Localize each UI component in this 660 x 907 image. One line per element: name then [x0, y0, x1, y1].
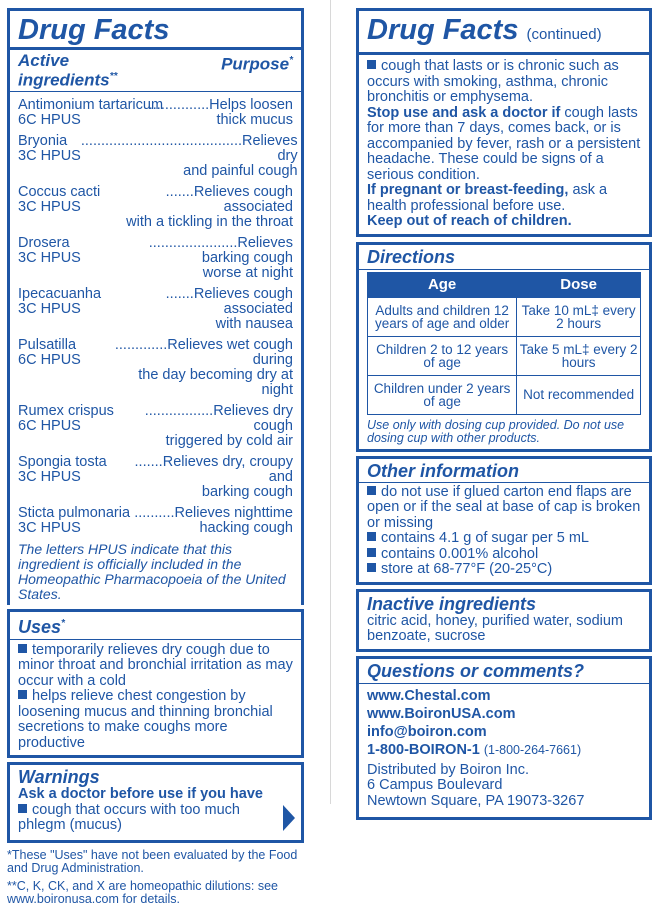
uses-item-text: helps relieve chest congestion by loosening mucus and thinning bronchial secretions to make coughs more productive — [18, 688, 273, 751]
drug-facts-title-continued: Drug Facts — [367, 14, 519, 46]
drug-facts-right-panel — [356, 8, 652, 820]
bullet-square-icon — [367, 486, 376, 495]
warnings-section — [7, 762, 304, 843]
bullet-square-icon — [367, 563, 376, 572]
stop-use-heading: Stop use and ask a doctor if — [367, 104, 561, 121]
ingredient-purpose: Relieves cough associated — [193, 285, 293, 317]
ingredient-name: Spongia tosta — [18, 453, 107, 470]
pregnancy-heading: If pregnant or breast-feeding, — [367, 182, 569, 198]
inactive-ingredients-text: citric acid, honey, purified water, sodium benzoate, sucrose — [367, 612, 624, 644]
title-rule — [359, 52, 649, 55]
warning-item — [18, 803, 293, 834]
bullet-square-icon — [367, 60, 376, 69]
ingredient-purpose: Relieves nighttime — [174, 504, 293, 521]
ingredient-purpose-line2: the day becoming dry at night — [138, 366, 293, 398]
uses-sup: * — [61, 617, 65, 629]
phone-letters: 1-800-BOIRON-1 — [367, 741, 480, 758]
ingredient-name: Coccus cacti — [18, 183, 101, 200]
leader-dots: ....... — [165, 285, 194, 302]
ingredients-header-word: ingredients — [18, 70, 110, 90]
warnings-continued-section — [356, 8, 652, 237]
questions-title: Questions or comments? — [367, 660, 585, 681]
purpose-header: Purpose — [221, 54, 290, 74]
drug-facts-title: Drug Facts — [18, 14, 170, 46]
bullet-square-icon — [18, 644, 27, 653]
directions-section — [356, 242, 652, 452]
distributor-line: Distributed by Boiron Inc. — [367, 761, 529, 778]
uses-section — [7, 609, 304, 759]
uses-rule — [10, 639, 301, 640]
other-info-text: store at 68-77°F (20-25°C) — [381, 561, 553, 577]
leader-dots: .......... — [134, 504, 175, 521]
website-link-boironusa[interactable]: www.BoironUSA.com — [367, 705, 516, 722]
cough-item — [367, 59, 641, 106]
dose-cell: Take 10 mL‡ every 2 hours — [517, 297, 641, 336]
age-cell: Children under 2 years of age — [368, 375, 517, 414]
table-row — [368, 375, 641, 414]
ingredient-name: Rumex crispus — [18, 402, 114, 419]
address-street: 6 Campus Boulevard — [367, 777, 503, 793]
leader-dots: ............... — [148, 96, 210, 113]
other-info-text: contains 0.001% alcohol — [381, 545, 539, 562]
header-rule — [10, 91, 301, 92]
phone-number: (1-800-264-7661) — [483, 742, 582, 757]
inactive-ingredients-section — [356, 589, 652, 652]
ingredient-purpose: Relieves dry cough — [213, 402, 293, 434]
inactive-ingredients-title: Inactive ingredients — [367, 593, 537, 614]
fold-line — [330, 0, 331, 804]
leader-dots: ....... — [165, 183, 194, 200]
ingredient-purpose-line2: triggered by cold air — [165, 432, 293, 449]
ingredient-name: Ipecacuanha — [18, 285, 102, 302]
questions-section — [356, 656, 652, 821]
directions-rule — [359, 269, 649, 270]
other-info-item — [367, 485, 641, 532]
keep-out-of-reach: Keep out of reach of children. — [367, 213, 572, 229]
ingredient-purpose: Relieves dry, croupy and — [162, 453, 293, 485]
continued-label: (continued) — [526, 26, 602, 43]
footnote-dilutions: **C, K, CK, and X are homeopathic dilutions: see www.boironusa.com for details. — [7, 878, 278, 907]
table-row — [368, 297, 641, 336]
phone-line — [367, 741, 641, 759]
ingredient-name: Bryonia — [18, 132, 68, 149]
bullet-square-icon — [18, 690, 27, 699]
ingredient-dilution: 6C HPUS — [18, 111, 81, 128]
age-cell: Children 2 to 12 years of age — [368, 336, 517, 375]
ingredient-purpose-line2: hacking cough — [199, 519, 293, 536]
ingredient-purpose-line2: worse at night — [202, 264, 293, 281]
ingredient-dilution: 3C HPUS — [18, 468, 81, 485]
hpus-note: The letters HPUS indicate that this ingredient is officially included in the Homeopathic Pharmacopoeia of the United States. — [18, 540, 286, 602]
ingredient-row — [18, 236, 293, 281]
leader-dots: ....... — [134, 453, 163, 470]
dose-cell: Not recommended — [517, 375, 641, 414]
uses-item-text: temporarily relieves dry cough due to minor throat and bronchial irritation as may occur with a cold — [18, 641, 293, 689]
other-information-title: Other information — [367, 460, 519, 481]
other-info-text: do not use if glued carton end flaps are open or if the seal at base of cap is broken or missing — [367, 483, 641, 531]
cough-item-text: cough that lasts or is chronic such as occurs with smoking, asthma, chronic bronchitis or emphysema. — [367, 58, 619, 105]
other-info-item — [367, 547, 641, 563]
other-information-rule — [359, 482, 649, 483]
other-information-section — [356, 456, 652, 585]
ingredient-row — [18, 287, 293, 332]
continue-arrow-icon — [283, 805, 295, 831]
drug-facts-left-panel — [7, 8, 304, 907]
ingredient-row — [18, 98, 293, 128]
dose-column-header: Dose — [517, 272, 641, 297]
ingredient-name: Sticta pulmonaria — [18, 504, 131, 521]
active-header: Active — [18, 51, 70, 70]
ingredient-purpose-line2: with nausea — [215, 315, 293, 332]
ingredient-row — [18, 132, 298, 179]
ingredient-purpose-line2: thick mucus — [216, 111, 293, 128]
ingredient-purpose: Relieves cough associated — [193, 183, 293, 215]
leader-dots: ........................................ — [80, 132, 243, 149]
ingredient-dilution: 6C HPUS — [18, 417, 81, 434]
other-info-item — [367, 531, 641, 547]
ingredient-dilution: 6C HPUS — [18, 351, 81, 368]
bullet-square-icon — [367, 532, 376, 541]
age-column-header: Age — [368, 272, 517, 297]
ingredient-name: Drosera — [18, 234, 70, 251]
ingredient-dilution: 3C HPUS — [18, 198, 81, 215]
uses-item — [18, 643, 293, 690]
ingredient-row — [18, 506, 293, 536]
ingredients-header — [18, 53, 293, 89]
dosing-cup-note: Use only with dosing cup provided. Do not use dosing cup with other products. — [367, 417, 625, 445]
questions-rule — [359, 683, 649, 684]
warning-item-text: cough that occurs with too much phlegm (mucus) — [18, 801, 240, 834]
ingredient-purpose-line2: barking cough — [201, 483, 293, 500]
pregnancy-paragraph — [367, 183, 641, 214]
ingredient-row — [18, 185, 293, 230]
uses-title: Uses — [18, 616, 62, 637]
ingredient-row — [18, 455, 293, 500]
address-city: Newtown Square, PA 19073-3267 — [367, 792, 585, 809]
bullet-square-icon — [367, 548, 376, 557]
other-info-item — [367, 562, 641, 578]
stop-use-text: cough lasts for more than 7 days, comes back, or is accompanied by fever, rash or a persistent headache. These could be signs of a serious condition. — [367, 104, 641, 183]
uses-item — [18, 689, 293, 751]
leader-dots: ................. — [144, 402, 214, 419]
title-rule — [10, 47, 301, 50]
dose-cell: Take 5 mL‡ every 2 hours — [517, 336, 641, 375]
table-row — [368, 336, 641, 375]
ingredient-purpose: Relieves wet cough during — [167, 336, 293, 368]
bullet-square-icon — [18, 804, 27, 813]
warnings-title: Warnings — [18, 767, 100, 788]
directions-title: Directions — [367, 246, 456, 267]
ingredient-purpose: Relieves dry — [242, 132, 298, 164]
ingredient-dilution: 3C HPUS — [18, 300, 81, 317]
pregnancy-text: ask a health professional before use. — [367, 182, 608, 214]
other-info-text: contains 4.1 g of sugar per 5 mL — [381, 530, 589, 546]
ingredient-name: Antimonium tartaricum — [18, 96, 164, 113]
dosage-table — [367, 272, 641, 415]
ingredient-row — [18, 338, 293, 398]
ingredient-purpose-line2: with a tickling in the throat — [126, 213, 293, 230]
leader-dots: ............. — [114, 336, 168, 353]
ingredient-purpose: Relieves barking cough — [201, 234, 293, 266]
active-ingredients-section — [7, 8, 304, 605]
ingredient-dilution: 3C HPUS — [18, 147, 81, 164]
age-cell: Adults and children 12 years of age and older — [368, 297, 517, 336]
footnote-uses: *These "Uses" have not been evaluated by the Food and Drug Administration. — [7, 847, 298, 876]
ingredient-row — [18, 404, 293, 449]
stop-use-paragraph — [367, 106, 641, 184]
ingredient-purpose: Helps loosen — [209, 96, 293, 113]
purpose-sup: * — [289, 55, 293, 66]
table-header-row — [368, 272, 641, 297]
ingredient-dilution: 3C HPUS — [18, 249, 81, 266]
leader-dots: ...................... — [148, 234, 238, 251]
ingredient-name: Pulsatilla — [18, 336, 77, 353]
ingredient-dilution: 3C HPUS — [18, 519, 81, 536]
email-link[interactable]: info@boiron.com — [367, 723, 487, 740]
ingredient-purpose-line2: and painful cough — [183, 162, 298, 179]
active-sup: ** — [109, 71, 118, 82]
website-link-chestal[interactable]: www.Chestal.com — [367, 687, 491, 704]
ask-doctor-heading: Ask a doctor before use if you have — [18, 786, 263, 803]
